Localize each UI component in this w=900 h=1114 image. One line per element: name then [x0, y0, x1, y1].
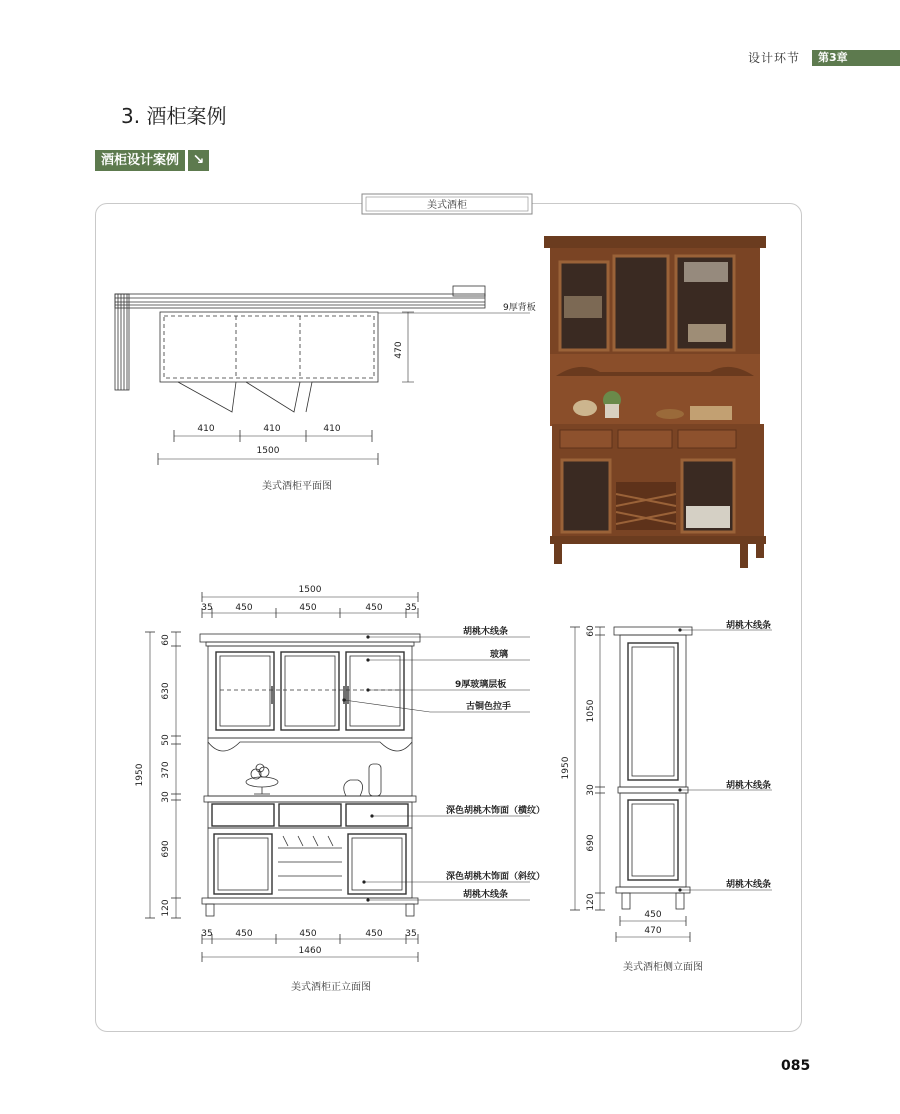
side-dim-left-1: 60 — [586, 625, 596, 637]
front-dim-height: 1950 — [135, 763, 145, 787]
side-note-1: 胡桃木线条 — [726, 621, 772, 631]
page-number: 085 — [781, 1058, 811, 1074]
front-dim-bottom-4: 450 — [365, 929, 383, 939]
front-dim-left-1: 60 — [161, 634, 171, 646]
frame-label: 美式酒柜 — [427, 200, 467, 211]
side-dim-left-4: 690 — [586, 834, 596, 852]
side-dim-470: 470 — [644, 926, 662, 936]
plan-dim-total: 1500 — [256, 446, 280, 456]
front-dim-bottom-total: 1460 — [298, 946, 322, 956]
plan-view — [115, 286, 530, 465]
arrow-down-right-icon: ↘ — [188, 150, 209, 171]
side-dim-450: 450 — [644, 910, 662, 920]
front-dim-left-3: 50 — [161, 734, 171, 746]
side-note-2: 胡桃木线条 — [726, 781, 772, 791]
chapter-tag: 第3章 — [812, 50, 900, 66]
plan-dim-depth: 470 — [394, 341, 404, 359]
side-dim-height: 1950 — [561, 756, 571, 780]
front-dim-top-total: 1500 — [298, 585, 322, 595]
plan-dim-door-3: 410 — [323, 424, 341, 434]
plan-note-back: 9厚背板 — [503, 303, 536, 313]
side-dim-left-5: 120 — [586, 893, 596, 911]
front-note-2: 玻璃 — [490, 650, 509, 660]
header-section: 设计环节 — [747, 51, 800, 65]
front-dim-bottom-2: 450 — [235, 929, 253, 939]
front-dim-top-4: 450 — [365, 603, 383, 613]
front-note-6: 深色胡桃木饰面（斜纹） — [446, 872, 546, 882]
page-title: 3. 酒柜案例 — [121, 104, 227, 128]
side-note-3: 胡桃木线条 — [726, 880, 772, 890]
front-dim-left-5: 30 — [161, 791, 171, 803]
side-caption: 美式酒柜侧立面图 — [623, 962, 703, 973]
front-dim-left-2: 630 — [161, 682, 171, 700]
front-dim-bottom-5: 35 — [405, 929, 417, 939]
front-dim-top-5: 35 — [405, 603, 417, 613]
subtitle-label: 酒柜设计案例 — [95, 150, 185, 171]
front-note-7: 胡桃木线条 — [463, 890, 509, 900]
front-note-1: 胡桃木线条 — [463, 627, 509, 637]
front-dim-left-7: 120 — [161, 899, 171, 917]
plan-caption: 美式酒柜平面图 — [262, 481, 332, 492]
front-dim-top-3: 450 — [299, 603, 317, 613]
front-note-3: 9厚玻璃层板 — [455, 680, 507, 690]
front-dim-left-6: 690 — [161, 840, 171, 858]
plan-dim-door-2: 410 — [263, 424, 281, 434]
front-dim-top-2: 450 — [235, 603, 253, 613]
plan-dim-door-1: 410 — [197, 424, 215, 434]
front-dim-left-4: 370 — [161, 761, 171, 779]
frame-label-tab — [362, 194, 532, 214]
front-note-5: 深色胡桃木饰面（横纹） — [446, 806, 546, 816]
front-dim-bottom-3: 450 — [299, 929, 317, 939]
cabinet-photo — [544, 236, 766, 568]
front-elevation — [145, 592, 530, 962]
side-dim-left-3: 30 — [586, 784, 596, 796]
front-caption: 美式酒柜正立面图 — [291, 982, 371, 993]
front-dim-bottom-1: 35 — [201, 929, 213, 939]
front-note-4: 古铜色拉手 — [466, 702, 512, 712]
side-dim-left-2: 1050 — [586, 699, 596, 723]
front-dim-top-1: 35 — [201, 603, 213, 613]
